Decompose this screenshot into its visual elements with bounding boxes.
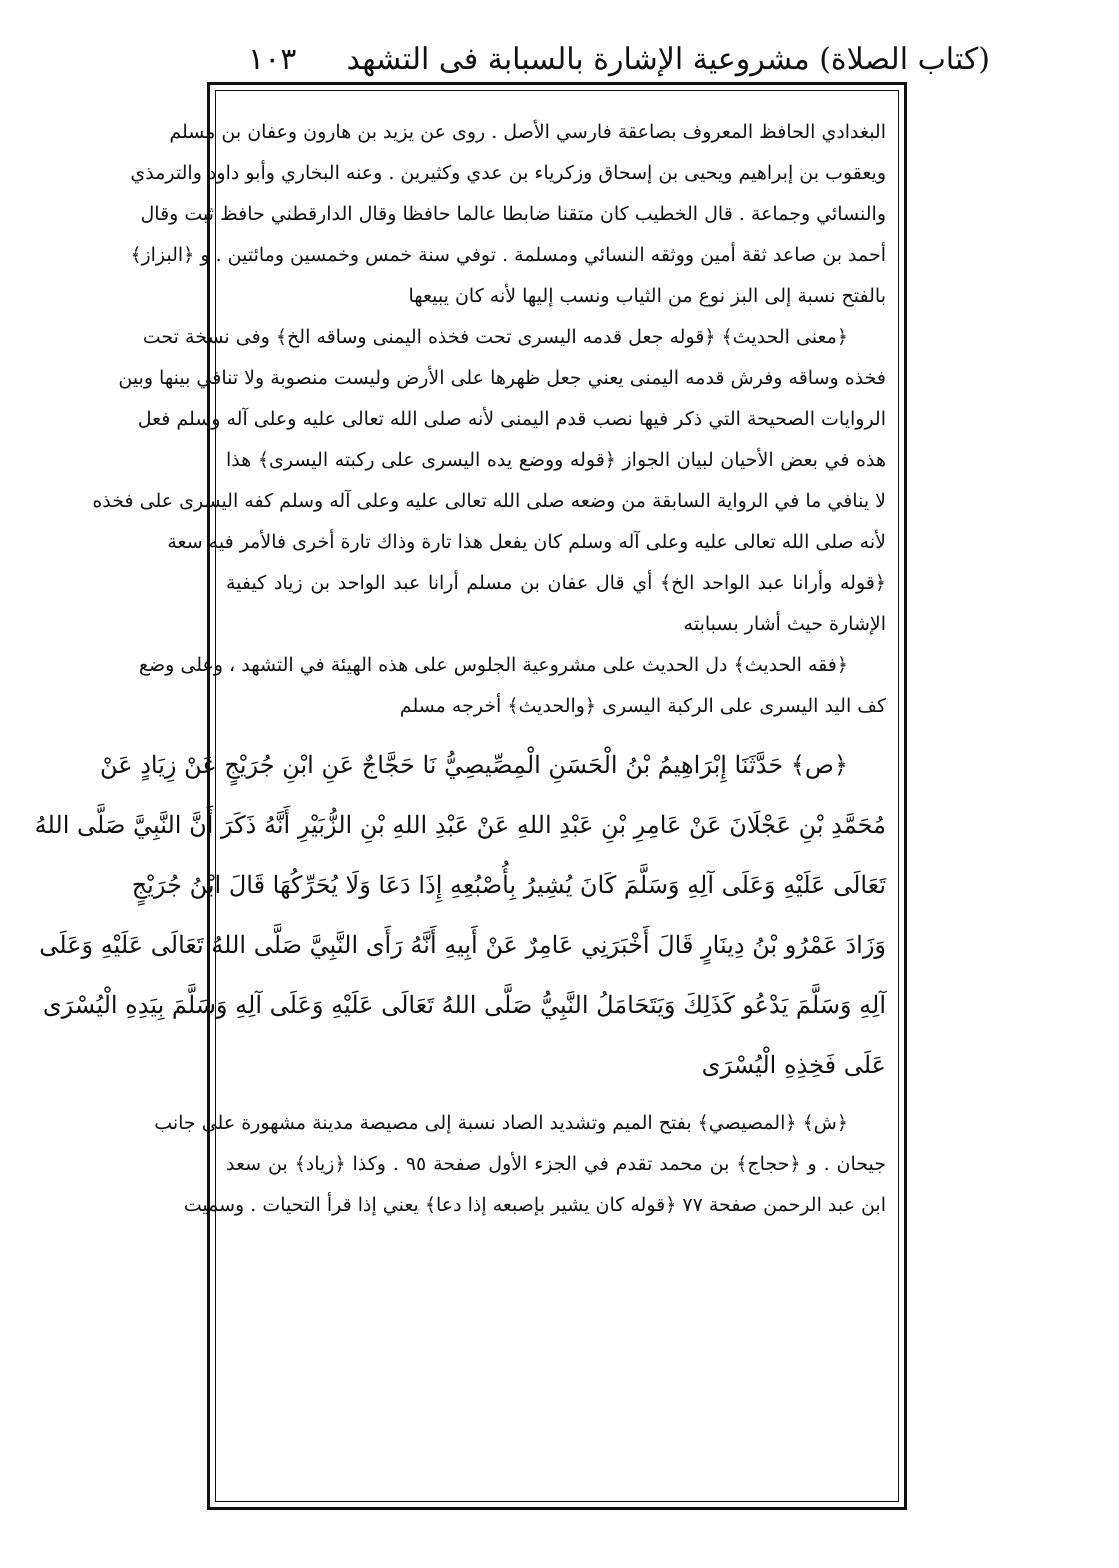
commentary-line: لأنه صلى الله تعالى عليه وعلى آله وسلم كان يفعل هذا تارة وذاك تارة أخرى فالأمر فيه سعة xyxy=(167,531,886,553)
hadith-line: تَعَالَى عَلَيْهِ وَعَلَى آلِهِ وَسَلَّمَ كَانَ يُشِيرُ بِأُصْبُعِهِ إِذَا دَعَا وَلَا يُحَرِّكُهَا قَالَ ابْنُ جُرَيْجٍ xyxy=(131,871,886,899)
commentary-bottom xyxy=(154,1103,887,1226)
page-body xyxy=(34,112,887,1226)
commentary-line: والنسائي وجماعة . قال الخطيب كان متقنا ضابطا عالما حافظا وقال الدارقطني حافظ ثبت وقال xyxy=(140,203,886,225)
commentary-line: ﴿قوله وأرانا عبد الواحد الخ﴾ أي قال عفان بن مسلم أرانا عبد الواحد بن زياد كيفية xyxy=(226,572,886,594)
commentary-line: لا ينافي ما في الرواية السابقة من وضعه صلى الله تعالى عليه وعلى آله وسلم كفه اليسرى على فخذه xyxy=(92,490,886,512)
running-title: (كتاب الصلاة) مشروعية الإشارة بالسبابة فى التشهد xyxy=(346,42,990,77)
commentary-line: هذه في بعض الأحيان لبيان الجواز ﴿قوله ووضع يده اليسرى على ركبته اليسرى﴾ هذا xyxy=(226,449,886,471)
commentary-line: بالفتح نسبة إلى البز نوع من الثياب ونسب إليها لأنه كان يبيعها xyxy=(408,285,886,307)
hadith-line: عَلَى فَخِذِهِ الْيُسْرَى xyxy=(701,1051,886,1079)
commentary-line: ابن عبد الرحمن صفحة ٧٧ ﴿قوله كان يشير بإصبعه إذا دعا﴾ يعني إذا قرأ التحيات . وسميت xyxy=(183,1194,886,1216)
commentary-top xyxy=(92,112,886,727)
commentary-line: ﴿ش﴾ ﴿المصيصي﴾ بفتح الميم وتشديد الصاد نسبة إلى مصيصة مدينة مشهورة على جانب xyxy=(154,1112,848,1134)
hadith-line: مُحَمَّدِ بْنِ عَجْلَانَ عَنْ عَامِرِ بْنِ عَبْدِ اللهِ عَنْ عَبْدِ اللهِ بْنِ الزُّبَيْرِ أَنَّهُ ذَكَرَ أَنَّ النَّبِيَّ صَلَّى اللهُ xyxy=(34,811,886,839)
commentary-line: ﴿فقه الحديث﴾ دل الحديث على مشروعية الجلوس على هذه الهيئة في التشهد ، وعلى وضع xyxy=(138,654,848,676)
page-number: ١٠٣ xyxy=(248,42,297,77)
commentary-line: كف اليد اليسرى على الركبة اليسرى ﴿والحديث﴾ أخرجه مسلم xyxy=(399,695,886,717)
commentary-line: ويعقوب بن إبراهيم ويحيى بن إسحاق وزكرياء بن عدي وكثيرين . وعنه البخاري وأبو داود والترمذي xyxy=(130,162,886,184)
commentary-line: الروايات الصحيحة التي ذكر فيها نصب قدم اليمنى لأنه صلى الله تعالى عليه وعلى آله وسلم فعل xyxy=(137,408,886,430)
hadith-line: ﴿ص﴾ حَدَّثَنَا إِبْرَاهِيمُ بْنُ الْحَسَنِ الْمِصِّيصِيُّ نَا حَجَّاجٌ عَنِ ابْنِ جُرَيْجٍ عَنْ زِيَادٍ عَنْ xyxy=(100,751,848,779)
commentary-line: البغدادي الحافظ المعروف بصاعقة فارسي الأصل . روى عن يزيد بن هارون وعفان بن مسلم xyxy=(169,121,886,143)
hadith-line: آلِهِ وَسَلَّمَ يَدْعُو كَذَلِكَ وَيَتَحَامَلُ النَّبِيُّ صَلَّى اللهُ تَعَالَى عَلَيْهِ وَعَلَى آلِهِ وَسَلَّمَ بِيَدِهِ الْيُسْرَى xyxy=(42,991,886,1019)
commentary-line: الإشارة حيث أشار بسبابته xyxy=(683,613,886,635)
commentary-line: ﴿معنى الحديث﴾ ﴿قوله جعل قدمه اليسرى تحت فخذه اليمنى وساقه الخ﴾ وفى نسخة تحت xyxy=(142,326,848,348)
commentary-line: جيحان . و ﴿حجاج﴾ بن محمد تقدم في الجزء الأول صفحة ٩٥ . وكذا ﴿زياد﴾ بن سعد xyxy=(226,1153,887,1175)
hadith-text xyxy=(34,735,886,1095)
hadith-line: وَزَادَ عَمْرُو بْنُ دِينَارٍ قَالَ أَخْبَرَنِي عَامِرٌ عَنْ أَبِيهِ أَنَّهُ رَأَى النَّبِيَّ صَلَّى اللهُ تَعَالَى عَلَيْهِ وَعَلَى xyxy=(39,931,886,959)
page-header xyxy=(200,28,990,90)
commentary-line: أحمد بن صاعد ثقة أمين ووثقه النسائي ومسلمة . توفي سنة خمس وخمسين ومائتين . و ﴿البزاز﴾ xyxy=(130,244,886,266)
commentary-line: فخذه وساقه وفرش قدمه اليمنى يعني جعل ظهرها على الأرض وليست منصوبة ولا تنافي بينها وبين xyxy=(118,367,886,389)
